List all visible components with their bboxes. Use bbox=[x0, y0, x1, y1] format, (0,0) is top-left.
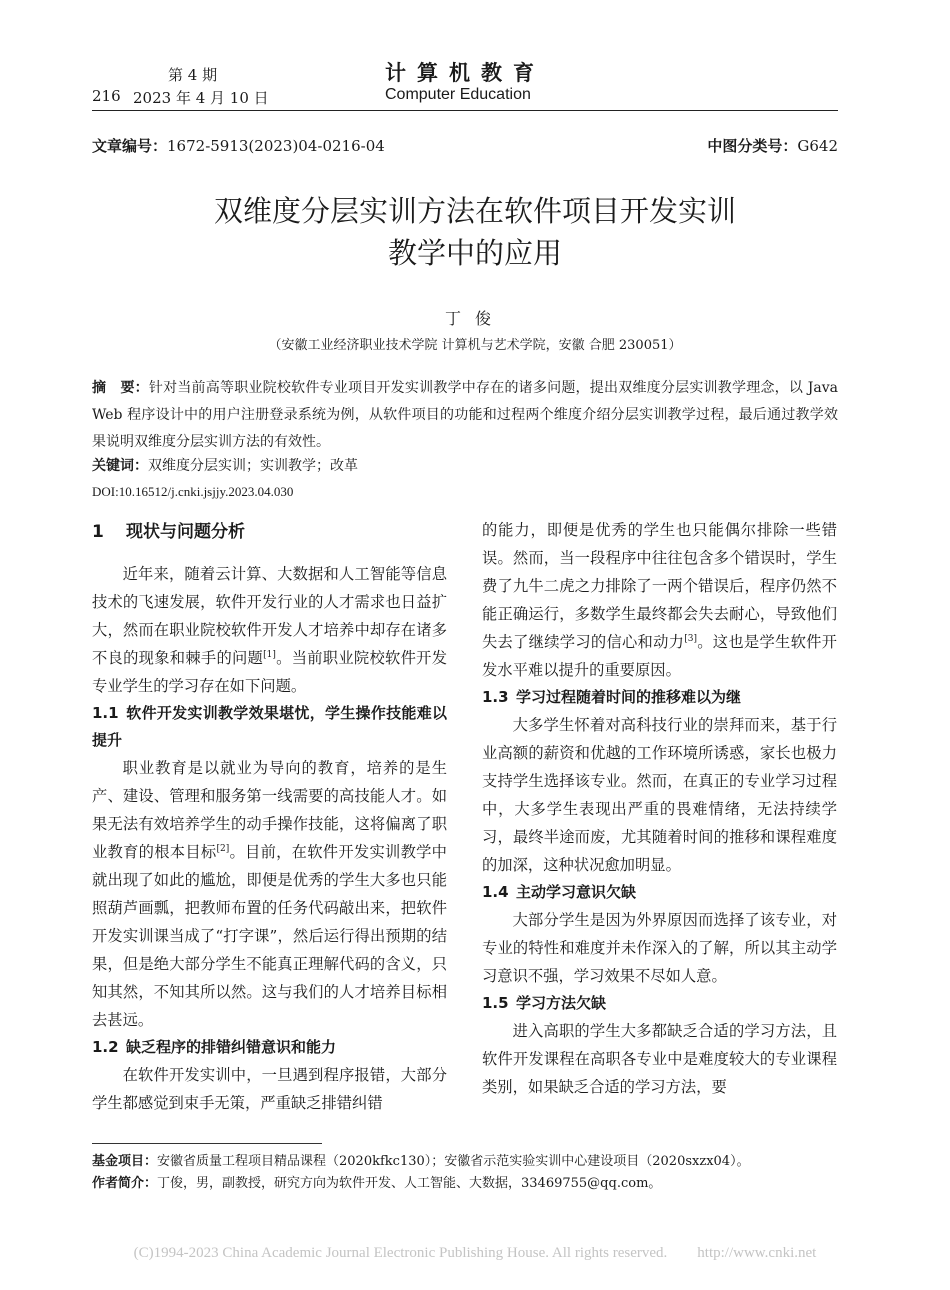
keywords-text: 双维度分层实训；实训教学；改革 bbox=[148, 458, 358, 474]
article-number bbox=[92, 135, 385, 156]
section-heading-1: 1 现状与问题分析 bbox=[92, 522, 245, 542]
classification-label: 中图分类号： bbox=[707, 137, 798, 155]
section-heading-1-3: 1.3 学习过程随着时间的推移难以为继 bbox=[482, 688, 742, 706]
header-rule bbox=[92, 110, 838, 111]
journal-title-en: Computer Education bbox=[385, 86, 531, 103]
doi: DOI:10.16512/j.cnki.jsjjy.2023.04.030 bbox=[92, 484, 294, 499]
keywords bbox=[92, 455, 358, 475]
body-column-right bbox=[482, 516, 837, 1101]
section-heading-1-4: 1.4 主动学习意识欠缺 bbox=[482, 883, 637, 901]
author-bio-label: 作者简介： bbox=[92, 1176, 158, 1191]
copyright-watermark: (C)1994-2023 China Academic Journal Electronic Publishing House. All rights reserved. http://www.cnki.net bbox=[133, 1245, 817, 1261]
paragraph: 在软件开发实训中，一旦遇到程序报错，大部分学生都感觉到束手无策，严重缺乏排错纠错 bbox=[92, 1066, 447, 1112]
article-number-label: 文章编号： bbox=[92, 137, 168, 155]
paragraph: 进入高职的学生大多都缺乏合适的学习方法，且软件开发课程在高职各专业中是难度较大的专业课程类别，如果缺乏合适的学习方法，要 bbox=[482, 1022, 837, 1096]
paper-title-line1: 双维度分层实训方法在软件项目开发实训 bbox=[213, 194, 736, 228]
header-page-number: 216 bbox=[92, 87, 121, 105]
section-heading-1-1: 1.1 软件开发实训教学效果堪忧，学生操作技能难以提升 bbox=[92, 704, 447, 749]
author-affiliation: （安徽工业经济职业技术学院 计算机与艺术学院，安徽 合肥 230051） bbox=[268, 338, 682, 353]
paragraph: 的能力，即便是优秀的学生也只能偶尔排除一些错误。然而，当一段程序中往往包含多个错误时，学生费了九牛二虎之力排除了一两个错误后，程序仍然不能正确运行，多数学生最终都会失去耐心，导致他们失去了继续学习的信心和动力[3]。这也是学生软件开发水平难以提升的重要原因。 bbox=[482, 521, 837, 679]
paragraph: 近年来，随着云计算、大数据和人工智能等信息技术的飞速发展，软件开发行业的人才需求也日益扩大，然而在职业院校软件开发人才培养中却存在诸多不良的现象和棘手的问题[1]。当前职业院校软件开发专业学生的学习存在如下问题。 bbox=[92, 565, 447, 695]
author-name: 丁俊 bbox=[444, 309, 505, 328]
keywords-label: 关键词： bbox=[92, 458, 148, 474]
citation: [2] bbox=[216, 844, 230, 854]
author-bio bbox=[92, 1173, 661, 1195]
funding-note bbox=[92, 1151, 750, 1173]
abstract-label: 摘 要： bbox=[92, 380, 149, 396]
article-number-value: 1672-5913(2023)04-0216-04 bbox=[167, 137, 385, 155]
footnote-rule bbox=[92, 1143, 322, 1144]
paper-title bbox=[0, 190, 950, 274]
classification-value: G642 bbox=[797, 137, 838, 155]
citation: [1] bbox=[263, 650, 276, 660]
paragraph: 大部分学生是因为外界原因而选择了该专业，对专业的特性和难度并未作深入的了解，所以其主动学习意识不强，学习效果不尽如人意。 bbox=[482, 911, 837, 985]
funding-text: 安徽省质量工程项目精品课程（2020kfkc130）；安徽省示范实验实训中心建设项目（2020sxzx04）。 bbox=[157, 1154, 750, 1169]
paragraph: 大多学生怀着对高科技行业的崇拜而来，基于行业高额的薪资和优越的工作环境所诱惑，家长也极力支持学生选择该专业。然而，在真正的专业学习过程中，大多学生表现出严重的畏难情绪，无法持续学习，最终半途而废，尤其随着时间的推移和课程难度的加深，这种状况愈加明显。 bbox=[482, 716, 837, 874]
journal-title-cn: 计算机教育 bbox=[385, 61, 545, 85]
classification-number bbox=[707, 135, 838, 156]
citation: [3] bbox=[684, 634, 697, 644]
header-issue: 第 4 期 bbox=[168, 66, 218, 84]
funding-label: 基金项目： bbox=[92, 1154, 158, 1169]
header-date: 2023 年 4 月 10 日 bbox=[133, 89, 269, 107]
section-heading-1-5: 1.5 学习方法欠缺 bbox=[482, 994, 607, 1012]
section-heading-1-2: 1.2 缺乏程序的排错纠错意识和能力 bbox=[92, 1038, 337, 1056]
abstract bbox=[92, 375, 838, 456]
paper-title-line2: 教学中的应用 bbox=[387, 236, 562, 270]
paragraph: 职业教育是以就业为导向的教育，培养的是生产、建设、管理和服务第一线需要的高技能人才。如果无法有效培养学生的动手操作技能，这将偏离了职业教育的根本目标[2]。目前，在软件开发实训教学中就出现了如此的尴尬，即便是优秀的学生大多也只能照葫芦画瓢，把教师布置的任务代码敲出来，把软件开发实训课当成了“打字课”，然后运行得出预期的结果，但是绝大部分学生不能真正理解代码的含义，只知其然，不知其所以然。这与我们的人才培养目标相去甚远。 bbox=[92, 759, 447, 1029]
author-bio-text: 丁俊，男，副教授，研究方向为软件开发、人工智能、大数据，33469755@qq.com。 bbox=[157, 1176, 662, 1191]
body-column-left bbox=[92, 516, 447, 1117]
abstract-text: 针对当前高等职业院校软件专业项目开发实训教学中存在的诸多问题，提出双维度分层实训教学理念，以 Java Web 程序设计中的用户注册登录系统为例，从软件项目的功能和过程两个维度介绍分层实训教学过程，最后通过教学效果说明双维度分层实训方法的有效性。 bbox=[92, 380, 838, 450]
